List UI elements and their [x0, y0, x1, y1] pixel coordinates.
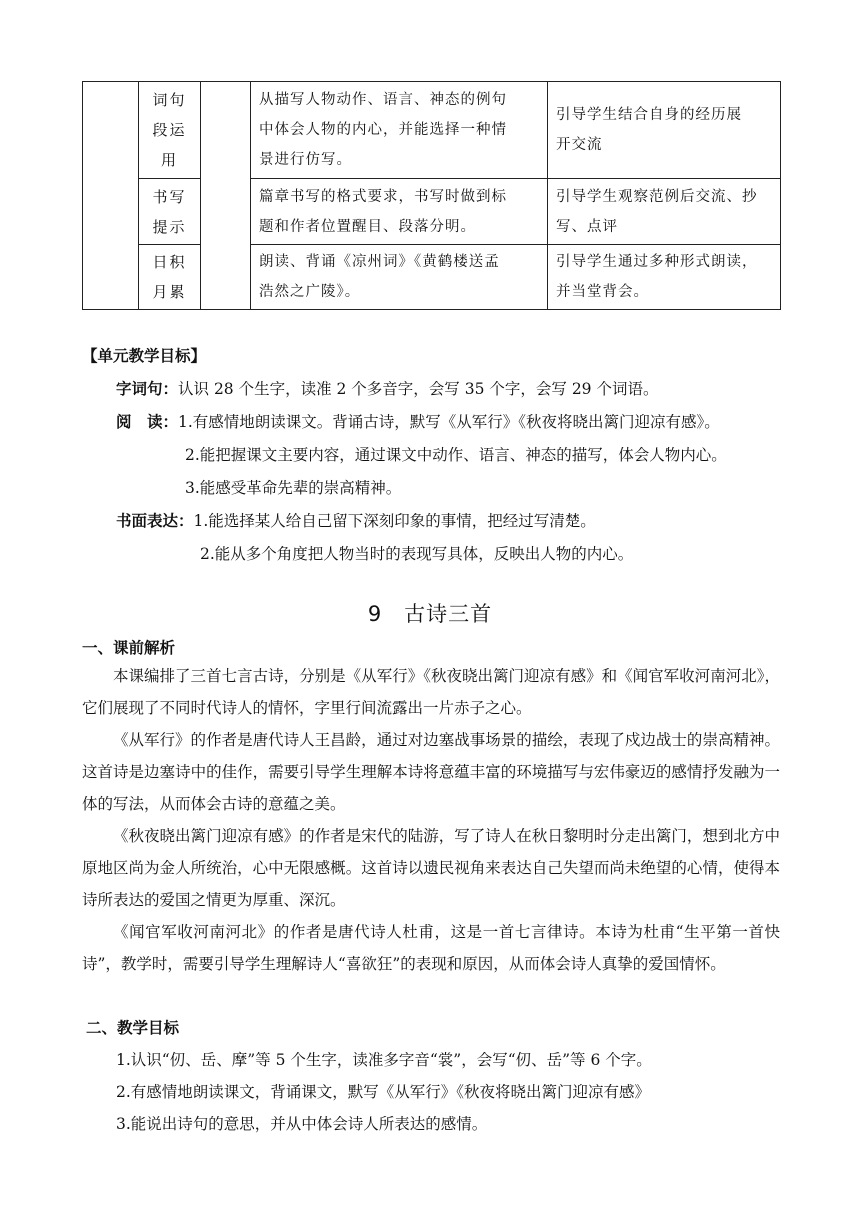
reading-item: 2.能把握课文主要内容，通过课文中动作、语言、神态的描写，体会人物内心。	[185, 446, 727, 464]
table-content-cell: 篇章书写的格式要求，书写时做到标 题和作者位置醒目、段落分明。	[251, 179, 548, 245]
paragraph: 《从军行》的作者是唐代诗人王昌龄，通过对边塞战事场景的描绘，表现了戍边战士的崇高精神。这首诗是边塞诗中的佳作，需要引导学生理解本诗将意蕴丰富的环境描写与宏伟豪迈的感情抒发融为一体的写法，从而体会古诗的意蕴之美。	[82, 731, 780, 813]
vocab-text: 认识 28 个生字，读准 2 个多音字，会写 35 个字，会写 29 个词语。	[178, 380, 659, 398]
table-content-cell: 从描写人物动作、语言、神态的例句 中体会人物的内心，并能选择一种情 景进行仿写。	[251, 82, 548, 179]
goals-writing	[116, 509, 596, 531]
goals-reading	[116, 410, 720, 432]
teaching-plan-table	[82, 81, 781, 310]
reading-label: 阅 读：	[116, 413, 179, 431]
table-row	[83, 179, 781, 245]
section-heading: 二、教学目标	[86, 1019, 180, 1037]
table-empty-cell	[201, 82, 251, 310]
writing-label: 书面表达：	[116, 512, 194, 530]
objective-item: 1.认识“仞、岳、摩”等 5 个生字，读准多字音“裳”，会写“仞、岳”等 6 个字。	[116, 1051, 652, 1069]
writing-item: 2.能从多个角度把人物当时的表现写具体，反映出人物的内心。	[200, 545, 634, 563]
lesson-title: 9 古诗三首	[367, 602, 493, 626]
vocab-label: 字词句：	[116, 380, 179, 398]
objective-item: 2.有感情地朗读课文，背诵课文，默写《从军行》《秋夜将晓出篱门迎凉有感》	[116, 1083, 651, 1101]
paragraph: 本课编排了三首七言古诗，分别是《从军行》《秋夜晓出篱门迎凉有感》和《闻官军收河南河北》，它们展现了不同时代诗人的情怀，字里行间流露出一片赤子之心。	[82, 667, 780, 717]
paragraph: 《秋夜晓出篱门迎凉有感》的作者是宋代的陆游，写了诗人在秋日黎明时分走出篱门，想到北方中原地区尚为金人所统治，心中无限感概。这首诗以遗民视角来表达自己失望而尚未绝望的心情，使得本诗所表达的爱国之情更为厚重、深沉。	[82, 827, 780, 909]
table-label-cell: 书写 提示	[139, 179, 201, 245]
reading-item: 1.有感情地朗读课文。背诵古诗，默写《从军行》《秋夜将晓出篱门迎凉有感》。	[178, 413, 720, 431]
table-row	[83, 245, 781, 310]
table-method-cell: 引导学生观察范例后交流、抄 写、点评	[548, 179, 781, 245]
goals-vocab	[116, 377, 658, 399]
objective-item: 3.能说出诗句的意思，并从中体会诗人所表达的感情。	[116, 1115, 488, 1133]
paragraph: 《闻官军收河南河北》的作者是唐代诗人杜甫，这是一首七言律诗。本诗为杜甫“生平第一首快诗”，教学时，需要引导学生理解诗人“喜欲狂”的表现和原因，从而体会诗人真挚的爱国情怀。	[82, 923, 780, 973]
table-empty-cell	[83, 82, 139, 310]
goals-heading: 【单元教学目标】	[82, 347, 207, 365]
table-row	[83, 82, 781, 179]
writing-item: 1.能选择某人给自己留下深刻印象的事情，把经过写清楚。	[193, 512, 596, 530]
table-content-cell: 朗读、背诵《凉州词》《黄鹤楼送孟 浩然之广陵》。	[251, 245, 548, 310]
reading-item: 3.能感受革命先辈的崇高精神。	[185, 479, 402, 497]
table-method-cell: 引导学生结合自身的经历展 开交流	[548, 82, 781, 179]
table-method-cell: 引导学生通过多种形式朗读， 并当堂背会。	[548, 245, 781, 310]
table-label-cell: 词句 段运 用	[139, 82, 201, 179]
section-heading: 一、课前解析	[82, 639, 176, 657]
table-label-cell: 日积 月累	[139, 245, 201, 310]
